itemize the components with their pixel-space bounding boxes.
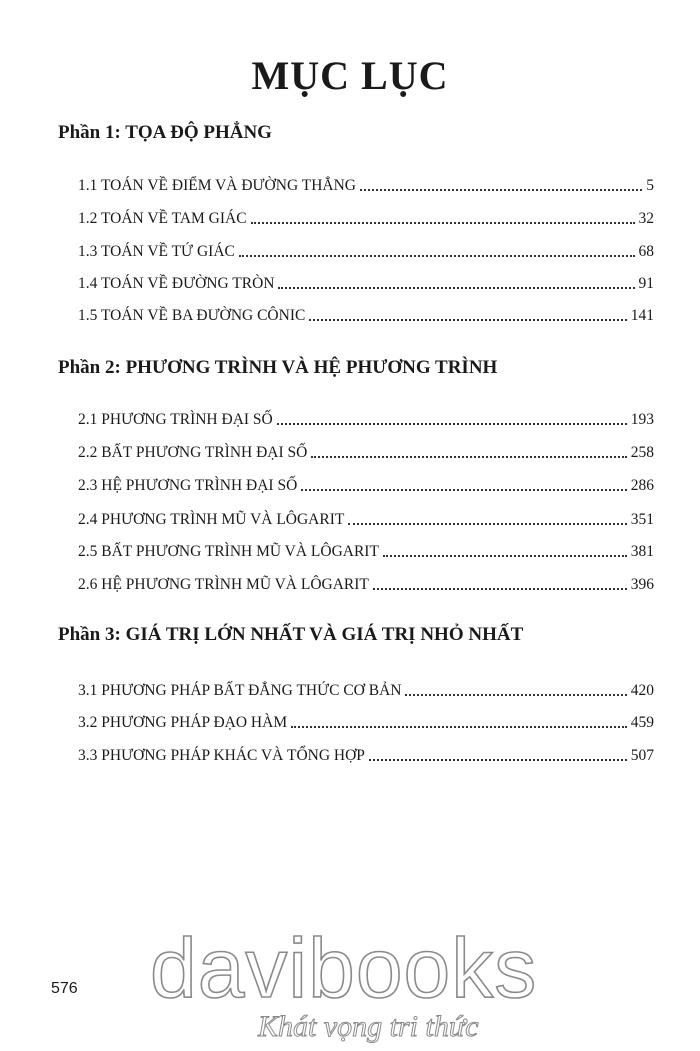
toc-entry-page: 91 [638, 275, 654, 292]
toc-entry-label: 2.3 HỆ PHƯƠNG TRÌNH ĐẠI SỐ [78, 477, 298, 494]
toc-entry-page: 459 [630, 714, 654, 731]
toc-entry[interactable] [78, 241, 654, 261]
toc-entry[interactable] [78, 475, 654, 495]
toc-entry-page: 258 [630, 444, 654, 461]
watermark-slogan: Khát vọng tri thức [258, 1010, 479, 1043]
page-number: 576 [51, 980, 78, 997]
toc-entry[interactable] [78, 509, 654, 529]
toc-entry[interactable] [78, 175, 654, 195]
toc-entry[interactable] [78, 409, 654, 429]
toc-entry-page: 396 [630, 576, 654, 593]
dot-leader [311, 456, 626, 458]
toc-entry[interactable] [78, 541, 654, 561]
toc-entry-page: 32 [638, 210, 654, 227]
toc-entry-label: 1.5 TOÁN VỀ BA ĐƯỜNG CÔNIC [78, 307, 306, 324]
toc-entry-page: 507 [630, 747, 654, 764]
dot-leader [309, 319, 626, 321]
toc-entry-page: 286 [630, 477, 654, 494]
toc-entry-page: 351 [630, 511, 654, 528]
toc-entry-label: 2.4 PHƯƠNG TRÌNH MŨ VÀ LÔGARIT [78, 511, 345, 528]
toc-entry-label: 2.5 BẤT PHƯƠNG TRÌNH MŨ VÀ LÔGARIT [78, 543, 379, 560]
dot-leader [277, 423, 627, 425]
dot-leader [373, 588, 627, 590]
toc-entry-label: 3.3 PHƯƠNG PHÁP KHÁC VÀ TỔNG HỢP [78, 747, 365, 764]
dot-leader [348, 523, 626, 525]
dot-leader [301, 489, 626, 491]
toc-entry-label: 1.2 TOÁN VỀ TAM GIÁC [78, 210, 247, 227]
dot-leader [405, 694, 626, 696]
toc-entry-page: 420 [630, 682, 654, 699]
toc-entry[interactable] [78, 745, 654, 765]
toc-entry-page: 381 [630, 543, 654, 560]
toc-entry-label: 2.6 HỆ PHƯƠNG TRÌNH MŨ VÀ LÔGARIT [78, 576, 369, 593]
toc-entry[interactable] [78, 208, 654, 228]
toc-entry-label: 2.1 PHƯƠNG TRÌNH ĐẠI SỐ [78, 411, 273, 428]
dot-leader [360, 189, 642, 191]
dot-leader [291, 726, 627, 728]
part-3-heading: Phần 3: GIÁ TRỊ LỚN NHẤT VÀ GIÁ TRỊ NHỎ NHẤT [58, 624, 524, 645]
dot-leader [278, 287, 634, 289]
page-title: MỤC LỤC [251, 53, 449, 98]
toc-entry-page: 193 [630, 411, 654, 428]
watermark-logo: davibooks [150, 921, 538, 1015]
toc-entry[interactable] [78, 442, 654, 462]
toc-entry[interactable] [78, 574, 654, 594]
toc-entry[interactable] [78, 273, 654, 293]
toc-entry-label: 3.1 PHƯƠNG PHÁP BẤT ĐẲNG THỨC CƠ BẢN [78, 682, 402, 699]
toc-entry-label: 2.2 BẤT PHƯƠNG TRÌNH ĐẠI SỐ [78, 444, 308, 461]
dot-leader [383, 555, 627, 557]
toc-entry-page: 141 [630, 307, 654, 324]
dot-leader [251, 222, 635, 224]
toc-entry[interactable] [78, 305, 654, 325]
part-1-heading: Phần 1: TỌA ĐỘ PHẲNG [58, 122, 272, 143]
toc-entry-label: 1.1 TOÁN VỀ ĐIỂM VÀ ĐƯỜNG THẲNG [78, 177, 356, 194]
toc-entry-label: 3.2 PHƯƠNG PHÁP ĐẠO HÀM [78, 714, 288, 731]
toc-entry[interactable] [78, 680, 654, 700]
dot-leader [369, 759, 627, 761]
toc-entry-label: 1.3 TOÁN VỀ TỨ GIÁC [78, 243, 235, 260]
toc-entry-page: 68 [638, 243, 654, 260]
toc-entry[interactable] [78, 712, 654, 732]
part-2-heading: Phần 2: PHƯƠNG TRÌNH VÀ HỆ PHƯƠNG TRÌNH [58, 357, 498, 378]
toc-entry-page: 5 [646, 177, 654, 194]
dot-leader [239, 255, 635, 257]
toc-entry-label: 1.4 TOÁN VỀ ĐƯỜNG TRÒN [78, 275, 275, 292]
